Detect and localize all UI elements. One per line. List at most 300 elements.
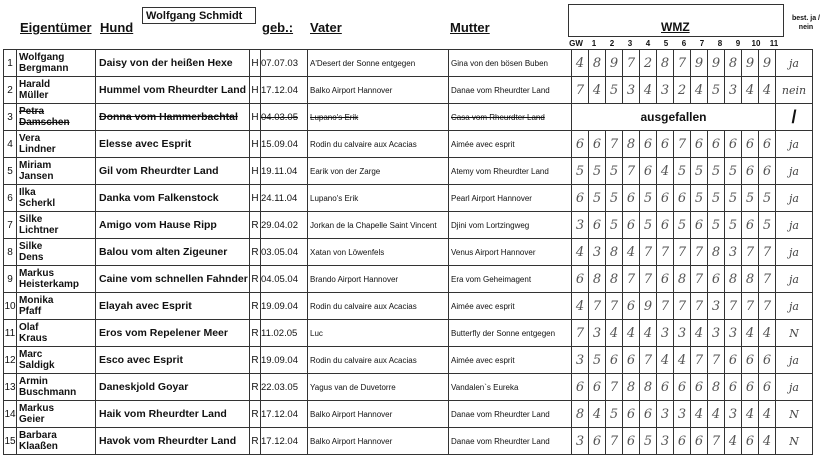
dog-name: Hummel vom Rheurdter Land [96, 77, 250, 104]
score-cell: 5 [606, 77, 623, 104]
owner-name [17, 428, 96, 455]
score-cell: 6 [623, 212, 640, 239]
score-cell: 5 [691, 185, 708, 212]
score-cell: 4 [742, 320, 759, 347]
score-cell: 7 [759, 239, 776, 266]
birth-date: 19.11.04 [261, 158, 308, 185]
score-cell: 6 [623, 428, 640, 455]
row-number: 2 [4, 77, 17, 104]
mother-name: Pearl Airport Hannover [449, 185, 572, 212]
mother-name: Aimée avec esprit [449, 347, 572, 374]
mother-name: Gina von den bösen Buben [449, 50, 572, 77]
score-col-header: 7 [699, 39, 705, 48]
score-cell: 7 [606, 293, 623, 320]
score-cell: 5 [606, 401, 623, 428]
owner-first-name: Petra [19, 106, 45, 117]
score-cell: 7 [657, 239, 674, 266]
score-cell: 8 [725, 266, 742, 293]
score-cell: 6 [572, 131, 589, 158]
score-cell: 3 [708, 293, 725, 320]
owner-last-name: Müller [19, 90, 49, 101]
row-number: 11 [4, 320, 17, 347]
dog-sex: R [250, 374, 261, 401]
score-cell: 7 [606, 428, 623, 455]
score-cell: 5 [691, 158, 708, 185]
score-col-header: 3 [627, 39, 633, 48]
owner-first-name: Markus [19, 268, 55, 279]
mother-name: Djini vom Lortzingweg [449, 212, 572, 239]
result-cell: ja [776, 266, 813, 293]
owner-last-name: Heisterkamp [19, 279, 80, 290]
row-number: 6 [4, 185, 17, 212]
score-cell: 8 [606, 266, 623, 293]
score-cell: 3 [725, 320, 742, 347]
mother-name: Venus Airport Hannover [449, 239, 572, 266]
score-cell: 7 [708, 347, 725, 374]
table-row [4, 158, 813, 185]
result-cell: ja [776, 293, 813, 320]
score-cell: 9 [708, 50, 725, 77]
owner-last-name: Buschmann [19, 387, 77, 398]
score-cell: 6 [589, 428, 606, 455]
score-cell: 4 [623, 239, 640, 266]
result-cell: ja [776, 374, 813, 401]
score-col-header: 11 [769, 39, 779, 48]
dog-name: Daneskjold Goyar [96, 374, 250, 401]
score-cell: 4 [572, 239, 589, 266]
owner-last-name: Jansen [19, 171, 54, 182]
row-number: 5 [4, 158, 17, 185]
score-cell: 6 [742, 428, 759, 455]
owner-first-name: Harald [19, 79, 51, 90]
birth-date: 03.05.04 [261, 239, 308, 266]
score-cell: 9 [606, 50, 623, 77]
score-cell: 4 [742, 401, 759, 428]
dog-sex: H [250, 185, 261, 212]
score-cell: 7 [759, 266, 776, 293]
score-cell: 5 [640, 212, 657, 239]
score-cell: 3 [572, 212, 589, 239]
mother-name: Danae vom Rheurdter Land [449, 401, 572, 428]
mother-name: Era vom Geheimagent [449, 266, 572, 293]
dog-name: Donna vom Hammerbachtal [96, 104, 250, 131]
score-cell: 7 [674, 50, 691, 77]
score-cell: 4 [674, 347, 691, 374]
dog-name: Balou vom alten Zigeuner [96, 239, 250, 266]
father-name: Balko Airport Hannover [308, 401, 449, 428]
owner-last-name: Lindner [19, 144, 56, 155]
score-cell: 7 [674, 131, 691, 158]
owner-name [17, 131, 96, 158]
dog-name: Havok vom Rheurdter Land [96, 428, 250, 455]
score-cell: 6 [759, 158, 776, 185]
row-number: 12 [4, 347, 17, 374]
score-cell: 8 [572, 401, 589, 428]
result-cell: nein [776, 77, 813, 104]
result-cell: ja [776, 158, 813, 185]
dog-name: Elayah avec Esprit [96, 293, 250, 320]
result-cell: ja [776, 185, 813, 212]
score-cell: 3 [674, 320, 691, 347]
mother-name: Butterfly der Sonne entgegen [449, 320, 572, 347]
result-cell: ja [776, 239, 813, 266]
owner-first-name: Vera [19, 133, 41, 144]
score-cell: 9 [759, 50, 776, 77]
row-number: 4 [4, 131, 17, 158]
birth-date: 17.12.04 [261, 401, 308, 428]
score-cell: 6 [640, 158, 657, 185]
score-cell: 6 [708, 266, 725, 293]
score-cell: 3 [657, 77, 674, 104]
result-cell: ja [776, 50, 813, 77]
row-number: 10 [4, 293, 17, 320]
birth-date: 11.02.05 [261, 320, 308, 347]
score-cell: 3 [657, 320, 674, 347]
owner-name [17, 293, 96, 320]
mother-name: Danae vom Rheurdter Land [449, 428, 572, 455]
score-cell: 7 [657, 293, 674, 320]
dog-name: Amigo vom Hause Ripp [96, 212, 250, 239]
birth-date: 07.07.03 [261, 50, 308, 77]
owner-name [17, 401, 96, 428]
results-table [3, 49, 813, 455]
score-cell: 6 [691, 212, 708, 239]
score-cell: 7 [606, 374, 623, 401]
father-name: Rodin du calvaire aux Acacias [308, 131, 449, 158]
score-cell: 8 [725, 50, 742, 77]
row-number: 13 [4, 374, 17, 401]
birth-date: 19.09.04 [261, 347, 308, 374]
score-cell: 6 [623, 347, 640, 374]
score-col-header: GW [569, 39, 583, 48]
owner-last-name: Kraus [19, 333, 48, 344]
score-cell: 7 [742, 293, 759, 320]
score-cell: 4 [759, 320, 776, 347]
father-name: A'Desert der Sonne entgegen [308, 50, 449, 77]
score-cell: 6 [742, 212, 759, 239]
birth-date: 15.09.04 [261, 131, 308, 158]
mother-name: Casa vom Rheurdter Land [449, 104, 572, 131]
score-cell: 4 [691, 320, 708, 347]
table-row [4, 185, 813, 212]
judge-name-field: Wolfgang Schmidt [142, 7, 256, 24]
table-row [4, 50, 813, 77]
score-cell: 3 [623, 77, 640, 104]
mother-name: Aimée avec esprit [449, 131, 572, 158]
owner-first-name: Monika [19, 295, 54, 306]
score-cell: 7 [742, 239, 759, 266]
father-name: Lupano's Erik [308, 104, 449, 131]
score-cell: 5 [606, 158, 623, 185]
score-cell: 6 [657, 212, 674, 239]
owner-last-name: Dens [19, 252, 44, 263]
score-cell: 6 [589, 131, 606, 158]
score-cell: 5 [725, 212, 742, 239]
table-row [4, 104, 813, 131]
score-cell: 3 [572, 428, 589, 455]
score-cell: 7 [691, 347, 708, 374]
dog-name: Eros vom Repelener Meer [96, 320, 250, 347]
score-cell: 4 [759, 428, 776, 455]
table-row [4, 77, 813, 104]
score-cell: 6 [674, 374, 691, 401]
score-cell: 6 [742, 347, 759, 374]
score-col-header: 5 [663, 39, 669, 48]
dog-sex: H [250, 131, 261, 158]
mother-name: Aimée avec esprit [449, 293, 572, 320]
score-cell: 5 [572, 158, 589, 185]
score-cell: 5 [742, 185, 759, 212]
score-cell: 4 [606, 320, 623, 347]
score-cell: 6 [742, 131, 759, 158]
owner-name [17, 185, 96, 212]
owner-first-name: Miriam [19, 160, 52, 171]
dog-sex: R [250, 212, 261, 239]
score-cell: 6 [589, 212, 606, 239]
row-number: 7 [4, 212, 17, 239]
header-mother: Mutter [450, 20, 490, 35]
score-col-header: 10 [751, 39, 761, 48]
score-cell: 4 [657, 158, 674, 185]
score-cell: 2 [640, 50, 657, 77]
header-born: geb.: [262, 20, 294, 35]
dog-sex: H [250, 77, 261, 104]
owner-name [17, 158, 96, 185]
owner-name [17, 374, 96, 401]
score-cell: 5 [606, 185, 623, 212]
score-cell: 5 [589, 158, 606, 185]
birth-date: 04.05.04 [261, 266, 308, 293]
score-cell: 5 [759, 212, 776, 239]
score-cell: 4 [589, 77, 606, 104]
score-cell: 6 [623, 401, 640, 428]
score-cell: 6 [589, 374, 606, 401]
header-father: Vater [310, 20, 342, 35]
score-cell: 6 [657, 185, 674, 212]
score-col-header: 2 [609, 39, 615, 48]
table-row [4, 347, 813, 374]
score-cell: 9 [742, 50, 759, 77]
score-cell: 4 [572, 293, 589, 320]
score-cell: 8 [606, 239, 623, 266]
score-cell: 6 [759, 131, 776, 158]
result-cell: N [776, 428, 813, 455]
dog-sex: R [250, 401, 261, 428]
owner-first-name: Silke [19, 241, 43, 252]
father-name: Rodin du calvaire aux Acacias [308, 347, 449, 374]
score-cell: 6 [759, 347, 776, 374]
birth-date: 22.03.05 [261, 374, 308, 401]
dog-name: Esco avec Esprit [96, 347, 250, 374]
score-cell: 8 [623, 374, 640, 401]
owner-last-name: Scherkl [19, 198, 56, 209]
score-cell: 5 [640, 185, 657, 212]
score-cell: 3 [572, 347, 589, 374]
score-cell: 7 [589, 293, 606, 320]
owner-first-name: Silke [19, 214, 43, 225]
score-cell: 5 [640, 428, 657, 455]
score-cell: 6 [708, 131, 725, 158]
score-cell: 3 [725, 401, 742, 428]
score-cell: 3 [708, 320, 725, 347]
result-cell: ja [776, 212, 813, 239]
owner-last-name: Lichtner [19, 225, 59, 236]
row-number: 15 [4, 428, 17, 455]
header-dog: Hund [100, 20, 134, 35]
score-cell: 8 [708, 374, 725, 401]
owner-name [17, 239, 96, 266]
score-cell: 9 [640, 293, 657, 320]
father-name: Rodin du calvaire aux Acacias [308, 293, 449, 320]
father-name: Brando Airport Hannover [308, 266, 449, 293]
dog-sex: R [250, 239, 261, 266]
score-cell: 7 [759, 293, 776, 320]
dog-name: Gil vom Rheurdter Land [96, 158, 250, 185]
birth-date: 04.03.05 [261, 104, 308, 131]
father-name: Yagus van de Duvetorre [308, 374, 449, 401]
father-name: Earik von der Zarge [308, 158, 449, 185]
score-cell: 7 [640, 239, 657, 266]
score-cell: 7 [691, 266, 708, 293]
score-cell: 6 [606, 347, 623, 374]
score-cell: 5 [674, 158, 691, 185]
dog-name: Haik vom Rheurdter Land [96, 401, 250, 428]
header-owner: Eigentümer [20, 20, 92, 35]
score-cell: 8 [623, 131, 640, 158]
birth-date: 29.04.02 [261, 212, 308, 239]
score-col-header: 9 [735, 39, 741, 48]
score-cell: 4 [759, 77, 776, 104]
score-cell: 7 [606, 131, 623, 158]
score-cell: 3 [725, 239, 742, 266]
score-cell: 7 [640, 266, 657, 293]
score-cell: 5 [708, 212, 725, 239]
dog-sex: R [250, 428, 261, 455]
score-cell: 6 [691, 374, 708, 401]
owner-last-name: Geier [19, 414, 45, 425]
score-cell: 3 [657, 401, 674, 428]
score-cell: 3 [589, 239, 606, 266]
dog-sex: R [250, 293, 261, 320]
dog-sex: H [250, 104, 261, 131]
father-name: Jorkan de la Chapelle Saint Vincent [308, 212, 449, 239]
owner-first-name: Barbara [19, 430, 57, 441]
owner-name [17, 50, 96, 77]
birth-date: 19.09.04 [261, 293, 308, 320]
father-name: Luc [308, 320, 449, 347]
owner-last-name: Klaaßen [19, 441, 58, 452]
mother-name: Danae vom Rheurdter Land [449, 77, 572, 104]
birth-date: 24.11.04 [261, 185, 308, 212]
score-cell: 7 [691, 239, 708, 266]
mother-name: Vandalen`s Eureka [449, 374, 572, 401]
dog-name: Caine vom schnellen Fahnder [96, 266, 250, 293]
score-cell: 5 [725, 185, 742, 212]
father-name: Balko Airport Hannover [308, 428, 449, 455]
header-best: best. ja / nein [791, 15, 820, 31]
owner-name [17, 104, 96, 131]
score-cell: 8 [708, 239, 725, 266]
table-row [4, 374, 813, 401]
result-cell: N [776, 401, 813, 428]
owner-first-name: Wolfgang [19, 52, 65, 63]
score-cell: 7 [691, 293, 708, 320]
owner-last-name: Pfaff [19, 306, 42, 317]
score-cell: 2 [674, 77, 691, 104]
birth-date: 17.12.04 [261, 77, 308, 104]
dog-sex: R [250, 347, 261, 374]
result-cell: ja [776, 131, 813, 158]
score-cell: 6 [759, 374, 776, 401]
father-name: Balko Airport Hannover [308, 77, 449, 104]
mother-name: Atemy vom Rheurdter Land [449, 158, 572, 185]
dog-name: Daisy von der heißen Hexe [96, 50, 250, 77]
table-row [4, 428, 813, 455]
dog-name: Elesse avec Esprit [96, 131, 250, 158]
dog-sex: H [250, 158, 261, 185]
score-cell: 4 [589, 401, 606, 428]
score-cell: 6 [572, 266, 589, 293]
row-note: ausgefallen [572, 104, 776, 131]
score-cell: 6 [725, 374, 742, 401]
owner-name [17, 266, 96, 293]
score-cell: 6 [572, 185, 589, 212]
score-cell: 6 [623, 185, 640, 212]
owner-first-name: Olaf [19, 322, 39, 333]
score-cell: 4 [640, 320, 657, 347]
dog-sex: H [250, 50, 261, 77]
row-number: 14 [4, 401, 17, 428]
result-cell: ja [776, 347, 813, 374]
score-cell: 3 [725, 77, 742, 104]
score-cell: 5 [589, 185, 606, 212]
father-name: Xatan von Löwenfels [308, 239, 449, 266]
score-cell: 7 [725, 293, 742, 320]
score-cell: 4 [725, 428, 742, 455]
score-cell: 6 [742, 374, 759, 401]
score-cell: 8 [589, 266, 606, 293]
score-cell: 5 [708, 185, 725, 212]
score-cell: 7 [708, 428, 725, 455]
result-cell: / [776, 104, 813, 131]
owner-name [17, 77, 96, 104]
score-cell: 6 [725, 347, 742, 374]
score-cell: 8 [589, 50, 606, 77]
score-cell: 5 [606, 212, 623, 239]
score-cell: 6 [742, 158, 759, 185]
score-cell: 8 [657, 50, 674, 77]
owner-name [17, 347, 96, 374]
score-cell: 9 [691, 50, 708, 77]
row-number: 3 [4, 104, 17, 131]
score-col-header: 6 [681, 39, 687, 48]
score-cell: 3 [589, 320, 606, 347]
score-cell: 4 [572, 50, 589, 77]
birth-date: 17.12.04 [261, 428, 308, 455]
owner-first-name: Armin [19, 376, 48, 387]
table-row [4, 293, 813, 320]
score-cell: 5 [708, 77, 725, 104]
score-cell: 4 [691, 77, 708, 104]
owner-first-name: Marc [19, 349, 43, 360]
score-cell: 5 [759, 185, 776, 212]
owner-last-name: Saldigk [19, 360, 55, 371]
owner-last-name: Bergmann [19, 63, 69, 74]
table-row [4, 212, 813, 239]
score-cell: 4 [742, 77, 759, 104]
owner-first-name: Markus [19, 403, 55, 414]
score-cell: 5 [589, 347, 606, 374]
